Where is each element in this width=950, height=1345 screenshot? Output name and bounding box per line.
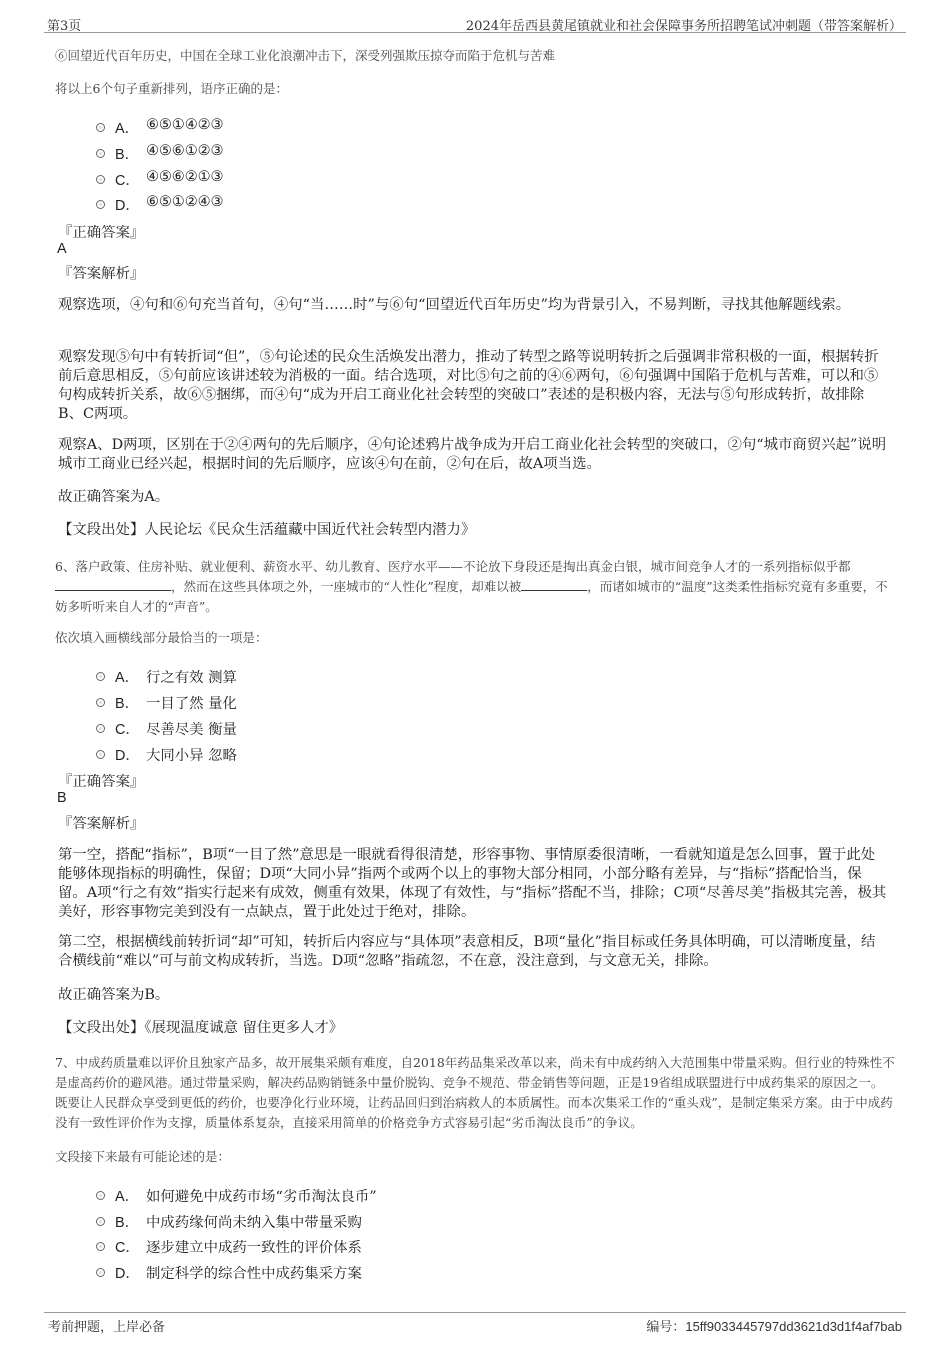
blank-2[interactable] xyxy=(521,578,587,591)
radio-icon[interactable] xyxy=(96,724,105,733)
page-footer xyxy=(44,1312,906,1337)
q6-source: 【文段出处】《展现温度诚意 留住更多人才》 xyxy=(58,1020,344,1036)
q6-analysis-2: 第二空，根据横线前转折词“却”可知，转折后内容应与“具体项”表意相反，B项“量化”指目标或任务具体明确，可以清晰度量，结合横线前“难以”可与前文构成转折，当选。D项“忽略”指疏忽，不在意，没注意到，与文意无关，排除。 xyxy=(58,934,876,969)
q5-answer-label: 『正确答案』 xyxy=(58,225,145,241)
blank-1[interactable] xyxy=(55,578,171,591)
radio-icon[interactable] xyxy=(96,1191,105,1200)
page-header xyxy=(44,10,906,33)
q5-analysis-2: 观察发现⑤句中有转折词“但”，⑤句论述的民众生活焕发出潜力，推动了转型之路等说明转折之后强调非常积极的一面，根据转折前后意思相反，⑤句前应该讲述较为消极的一面。结合选项，对比⑤句之前的④⑥两句，⑥句强调中国陷于危机与苦难，可以和⑤句构成转折关系，故⑥⑤捆绑，而④句“成为开启工商业化社会转型的突破口”表述的是积极内容，无法与⑤句形成转折，故排除B、C两项。 xyxy=(58,349,879,422)
radio-icon[interactable] xyxy=(96,698,105,707)
q5-sentence-6: ⑥回望近代百年历史，中国在全球工业化浪潮冲击下，深受列强欺压掠夺而陷于危机与苦难 xyxy=(55,48,556,63)
q5-answer: A xyxy=(57,241,67,257)
q5-analysis-1: 观察选项，④句和⑥句充当首句，④句“当……时”与⑥句“回望近代百年历史”均为背景引入，不易判断，寻找其他解题线索。 xyxy=(58,297,851,313)
radio-icon[interactable] xyxy=(96,149,105,158)
radio-icon[interactable] xyxy=(96,672,105,681)
footer-slogan: 考前押题，上岸必备 xyxy=(48,1320,166,1335)
q6-analysis-3: 故正确答案为B。 xyxy=(58,987,170,1003)
q6-answer-label: 『正确答案』 xyxy=(58,774,145,790)
radio-icon[interactable] xyxy=(96,750,105,759)
radio-icon[interactable] xyxy=(96,1268,105,1277)
radio-icon[interactable] xyxy=(96,123,105,132)
q7-prompt: 文段接下来最有可能论述的是： xyxy=(55,1149,231,1164)
q6-stem: 6、落户政策、住房补贴、就业便利、薪资水平、幼儿教育、医疗水平——不论放下身段还是掏出真金白银，城市间竞争人才的一系列指标似乎都，然而在这些具体项之外，一座城市的“人性化”程度，却难以被 ，而诸如城市的“温度”这类柔性指标究竟有多重要，不妨多听听来自人才的“声音”。 xyxy=(55,559,888,614)
q5-analysis-label: 『答案解析』 xyxy=(58,266,145,282)
q6-analysis-label: 『答案解析』 xyxy=(58,816,145,832)
radio-icon[interactable] xyxy=(96,1242,105,1251)
q6-analysis-1: 第一空，搭配“指标”，B项“一目了然”意思是一眼就看得很清楚，形容事物、事情原委很清晰，一看就知道是怎么回事，置于此处能够体现指标的明确性，保留；D项“大同小异”指两个或两个以上的事物大部分相同，小部分略有差异，与“指标”搭配恰当，保留。A项“行之有效”指实行起来有成效，侧重有效果，体现了有效性，与“指标”搭配不当，排除；C项“尽善尽美”指极其完善，极其美好，形容事物完美到没有一点缺点，置于此处过于绝对，排除。 xyxy=(58,847,887,920)
document-title: 2024年岳西县黄尾镇就业和社会保障事务所招聘笔试冲刺题（带答案解析） xyxy=(465,19,902,34)
q6-answer: B xyxy=(57,790,67,806)
radio-icon[interactable] xyxy=(96,175,105,184)
q5-prompt: 将以上6个句子重新排列，语序正确的是： xyxy=(55,81,288,96)
q5-analysis-3: 观察A、D两项，区别在于②④两句的先后顺序，④句论述鸦片战争成为开启工商业化社会转型的突破口，②句“城市商贸兴起”说明城市工商业已经兴起，根据时间的先后顺序，应该④句在前，②句在后，故A项当选。 xyxy=(58,437,887,472)
q7-stem: 7、中成药质量难以评价且独家产品多，故开展集采颇有难度，自2018年药品集采改革以来，尚未有中成药纳入大范围集中带量采购。但行业的特殊性不是虚高药价的避风港。通过带量采购，解决药品购销链条中量价脱钩、竞争不规范、带金销售等问题，正是19省组成联盟进行中成药集采的原因之一。既要让人民群众享受到更低的药价，也要净化行业环境，让药品回归到治病救人的本质属性。而本次集采工作的“重头戏”，是制定集采方案。由于中成药没有一致性评价作为支撑，质量体系复杂，直接采用简单的价格竞争方式容易引起“劣币淘汰良币”的争议。 xyxy=(55,1055,895,1130)
q6-prompt: 依次填入画横线部分最恰当的一项是： xyxy=(55,630,268,645)
radio-icon[interactable] xyxy=(96,1217,105,1226)
radio-icon[interactable] xyxy=(96,200,105,209)
page-number: 第3页 xyxy=(47,19,82,34)
footer-code: 编号：15ff9033445797dd3621d3d1f4af7bab xyxy=(646,1319,902,1335)
q5-source: 【文段出处】人民论坛《民众生活蕴藏中国近代社会转型内潜力》 xyxy=(58,522,476,538)
q5-analysis-4: 故正确答案为A。 xyxy=(58,489,170,505)
